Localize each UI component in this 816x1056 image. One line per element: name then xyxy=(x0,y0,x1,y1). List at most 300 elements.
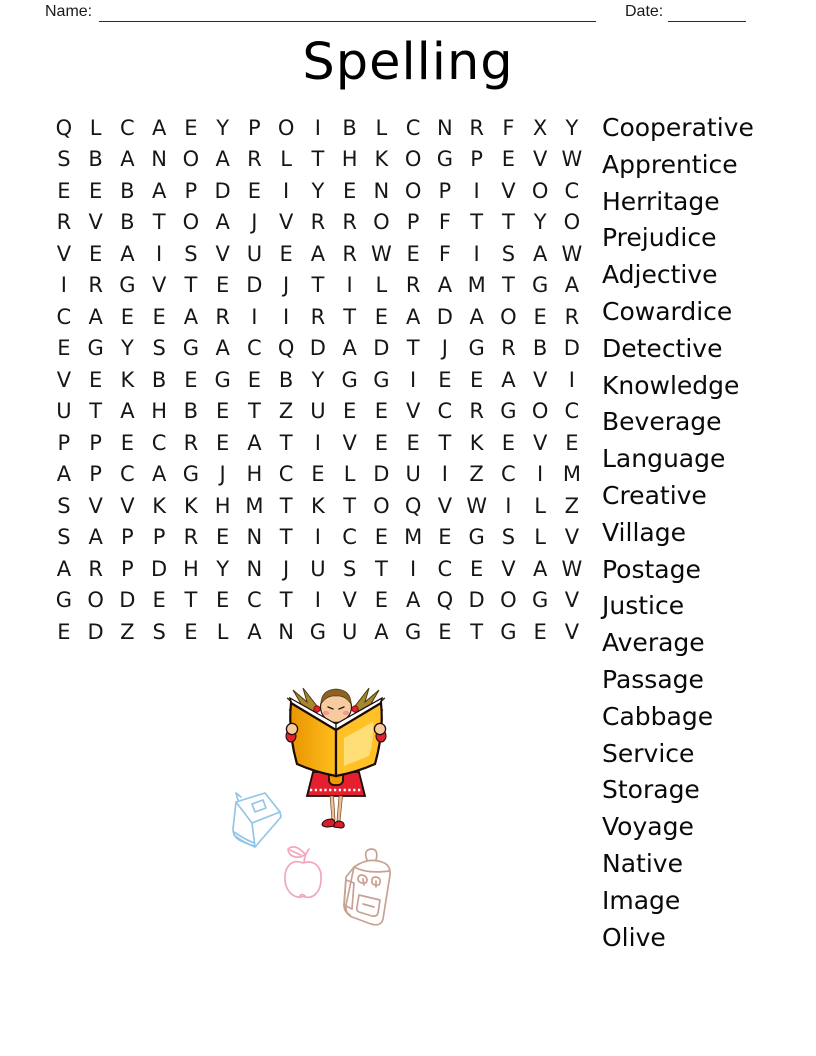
grid-letter: F xyxy=(438,210,451,235)
grid-letter: E xyxy=(152,588,166,613)
grid-letter: D xyxy=(119,588,136,613)
grid-letter: B xyxy=(88,147,103,172)
grid-letter: V xyxy=(437,493,453,518)
grid-letter: Q xyxy=(436,588,454,613)
grid-letter: U xyxy=(246,241,263,266)
grid-letter: L xyxy=(534,493,546,518)
grid-letter: Q xyxy=(277,336,295,361)
grid-letter: D xyxy=(563,336,580,361)
grid-letter: G xyxy=(182,462,200,487)
grid-letter: V xyxy=(342,430,357,455)
grid-letter: V xyxy=(342,588,357,613)
hand-right xyxy=(374,723,385,734)
grid-letter: K xyxy=(310,493,325,518)
grid-letter: E xyxy=(57,178,71,203)
grid-letter: A xyxy=(88,304,103,329)
grid-letter: T xyxy=(184,273,198,298)
grid-letter: Y xyxy=(216,556,230,581)
grid-letter: K xyxy=(183,493,198,518)
word-list-item: Passage xyxy=(602,664,704,694)
grid-letter: P xyxy=(89,430,102,455)
grid-letter: P xyxy=(438,178,452,203)
grid-letter: A xyxy=(501,367,516,392)
grid-letter: E xyxy=(342,399,357,424)
strap-buckle-right xyxy=(372,877,380,887)
grid-letter: V xyxy=(151,273,167,298)
grid-letter: T xyxy=(247,399,261,424)
grid-letter: A xyxy=(532,556,548,581)
grid-letter: V xyxy=(564,525,580,550)
grid-letter: N xyxy=(437,115,453,140)
grid-letter: Y xyxy=(311,367,325,392)
grid-letter: C xyxy=(120,115,135,140)
grid-letter: K xyxy=(469,430,484,455)
grid-letter: G xyxy=(55,588,73,613)
grid-letter: X xyxy=(532,115,548,140)
grid-letter: G xyxy=(182,336,200,361)
apple-sketch xyxy=(280,840,326,900)
grid-letter: R xyxy=(88,556,103,581)
grid-letter: L xyxy=(375,115,388,140)
grid-letter: O xyxy=(563,210,581,235)
grid-letter: C xyxy=(120,462,135,487)
grid-letter: G xyxy=(404,619,422,644)
grid-letter: A xyxy=(56,556,72,581)
word-list-item: Prejudice xyxy=(602,223,717,253)
word-list-item: Olive xyxy=(602,922,666,952)
word-list-item: Native xyxy=(602,848,683,878)
closed-book-sketch xyxy=(224,789,286,855)
grid-letter: U xyxy=(310,399,326,424)
grid-letter: E xyxy=(247,178,262,203)
grid-letter: A xyxy=(374,619,389,644)
word-list-item: Creative xyxy=(602,480,707,510)
grid-letter: E xyxy=(184,367,198,392)
grid-letter: O xyxy=(404,178,422,203)
grid-letter: G xyxy=(309,619,327,644)
grid-letter: S xyxy=(152,619,166,644)
grid-letter: B xyxy=(532,336,548,361)
grid-letter: A xyxy=(88,525,103,550)
strap-buckle-left xyxy=(358,875,367,885)
grid-letter: L xyxy=(280,147,292,172)
grid-letter: T xyxy=(374,556,388,581)
grid-letter: G xyxy=(436,147,454,172)
grid-letter: N xyxy=(246,556,263,581)
grid-letter: G xyxy=(373,367,390,392)
grid-letter: K xyxy=(120,367,135,392)
grid-letter: E xyxy=(57,619,71,644)
grid-letter: Q xyxy=(404,493,422,518)
grid-letter: J xyxy=(441,336,448,361)
grid-letter: H xyxy=(151,399,168,424)
grid-letter: S xyxy=(342,556,357,581)
word-list-item: Herritage xyxy=(602,186,720,216)
grid-letter: E xyxy=(311,462,325,487)
grid-letter: C xyxy=(405,115,421,140)
grid-letter: I xyxy=(410,556,417,581)
grid-letter: R xyxy=(342,210,357,235)
grid-letter: R xyxy=(501,336,516,361)
grid-letter: T xyxy=(279,588,293,613)
grid-letter: E xyxy=(184,115,198,140)
grid-letter: A xyxy=(564,273,580,298)
grid-letter: W xyxy=(561,556,583,581)
grid-letter: N xyxy=(151,147,167,172)
grid-letter: T xyxy=(311,147,325,172)
grid-letter: K xyxy=(152,493,167,518)
bookmark xyxy=(236,793,241,800)
word-list-item: Postage xyxy=(602,554,701,584)
hair-tie-left xyxy=(314,706,320,712)
word-list-item: Knowledge xyxy=(602,370,740,400)
grid-letter: E xyxy=(57,336,71,361)
word-list-item: Justice xyxy=(602,591,685,621)
grid-letter: I xyxy=(568,367,575,392)
apple-leaf xyxy=(288,847,305,857)
grid-letter: A xyxy=(120,399,135,424)
grid-letter: V xyxy=(120,493,135,518)
cheek-right xyxy=(343,711,349,715)
grid-letter: R xyxy=(342,241,357,266)
grid-letter: A xyxy=(120,147,135,172)
grid-letter: E xyxy=(215,273,230,298)
hand-left xyxy=(286,723,297,734)
grid-letter: D xyxy=(373,462,390,487)
grid-letter: E xyxy=(438,619,452,644)
word-list-item: Detective xyxy=(602,333,723,363)
grid-letter: C xyxy=(564,178,580,203)
word-list-item: Image xyxy=(602,885,681,915)
grid-letter: A xyxy=(247,430,262,455)
word-list-item: Language xyxy=(602,444,726,474)
grid-letter: F xyxy=(502,115,515,140)
grid-letter: T xyxy=(152,210,166,235)
grid-letter: H xyxy=(182,556,199,581)
grid-letter: R xyxy=(56,210,72,235)
grid-letter: I xyxy=(410,367,417,392)
grid-letter: J xyxy=(251,210,258,235)
grid-letter: N xyxy=(246,525,263,550)
grid-letter: L xyxy=(534,525,546,550)
grid-letter: R xyxy=(405,273,421,298)
grid-letter: O xyxy=(87,588,104,613)
word-list-item: Cabbage xyxy=(602,701,714,731)
grid-letter: B xyxy=(342,115,357,140)
grid-letter: R xyxy=(183,430,199,455)
grid-letter: O xyxy=(182,210,200,235)
grid-letter: A xyxy=(151,115,167,140)
grid-letter: D xyxy=(87,619,104,644)
grid-letter: G xyxy=(119,273,136,298)
grid-letter: D xyxy=(246,273,263,298)
grid-letter: E xyxy=(406,430,420,455)
word-list-item: Storage xyxy=(602,775,700,805)
grid-letter: Z xyxy=(469,462,484,487)
grid-letter: Y xyxy=(533,210,547,235)
grid-letter: A xyxy=(56,462,72,487)
grid-letter: E xyxy=(120,304,135,329)
grid-letter: Z xyxy=(278,399,294,424)
grid-letter: E xyxy=(533,304,547,329)
grid-letter: E xyxy=(247,367,262,392)
grid-letter: E xyxy=(374,588,389,613)
grid-letter: A xyxy=(247,619,262,644)
grid-letter: R xyxy=(310,304,326,329)
grid-letter: T xyxy=(89,399,103,424)
grid-letter: I xyxy=(156,241,163,266)
grid-letter: U xyxy=(341,619,358,644)
grid-letter: K xyxy=(374,147,389,172)
grid-letter: E xyxy=(533,619,547,644)
grid-letter: A xyxy=(151,462,167,487)
grid-letter: P xyxy=(184,178,198,203)
grid-letter: D xyxy=(373,336,390,361)
word-list-item: Average xyxy=(602,628,705,658)
grid-letter: C xyxy=(437,399,453,424)
grid-letter: V xyxy=(532,367,548,392)
grid-letter: T xyxy=(311,273,325,298)
backpack-sketch xyxy=(332,847,404,937)
grid-letter: E xyxy=(88,178,103,203)
grid-letter: R xyxy=(469,115,484,140)
grid-letter: E xyxy=(374,525,389,550)
grid-letter: V xyxy=(501,178,516,203)
grid-letter: T xyxy=(343,304,357,329)
grid-letter: A xyxy=(405,588,421,613)
grid-letter: T xyxy=(501,273,515,298)
grid-letter: E xyxy=(469,556,484,581)
grid-letter: Z xyxy=(564,493,580,518)
grid-letter: A xyxy=(183,304,199,329)
grid-letter: T xyxy=(343,493,357,518)
girl-reading-illustration xyxy=(283,680,389,830)
grid-letter: T xyxy=(501,210,515,235)
grid-letter: C xyxy=(56,304,72,329)
word-list-item: Apprentice xyxy=(602,149,738,179)
grid-letter: R xyxy=(215,304,230,329)
grid-letter: E xyxy=(374,430,389,455)
grid-letter: E xyxy=(406,241,420,266)
grid-letter: A xyxy=(215,147,230,172)
word-list-item: Cowardice xyxy=(602,296,733,326)
grid-letter: I xyxy=(314,430,321,455)
grid-letter: V xyxy=(56,367,72,392)
grid-letter: I xyxy=(473,178,480,203)
grid-letter: I xyxy=(314,588,321,613)
grid-letter: P xyxy=(406,210,420,235)
grid-letter: Q xyxy=(55,115,73,140)
grid-letter: V xyxy=(88,493,103,518)
grid-letter: P xyxy=(89,462,102,487)
grid-letter: O xyxy=(531,399,549,424)
grid-letter: C xyxy=(501,462,516,487)
grid-letter: B xyxy=(151,367,167,392)
grid-letter: L xyxy=(375,273,388,298)
grid-letter: C xyxy=(247,588,262,613)
grid-letter: R xyxy=(469,399,484,424)
grid-letter: H xyxy=(214,493,231,518)
grid-letter: T xyxy=(279,493,293,518)
grid-letter: E xyxy=(469,367,484,392)
grid-letter: R xyxy=(247,147,262,172)
grid-letter: T xyxy=(406,336,420,361)
word-list-item: Village xyxy=(602,517,686,547)
grid-letter: N xyxy=(278,619,294,644)
grid-letter: F xyxy=(438,241,451,266)
grid-letter: A xyxy=(342,336,357,361)
grid-letter: S xyxy=(501,525,516,550)
grid-letter: E xyxy=(88,367,103,392)
grid-letter: C xyxy=(564,399,580,424)
grid-letter: R xyxy=(88,273,103,298)
grid-letter: I xyxy=(314,115,321,140)
grid-letter: M xyxy=(467,273,486,298)
grid-letter: B xyxy=(120,178,135,203)
grid-letter: H xyxy=(341,147,358,172)
grid-letter: T xyxy=(279,430,293,455)
grid-letter: Y xyxy=(216,115,230,140)
grid-letter: G xyxy=(341,367,358,392)
grid-letter: N xyxy=(373,178,390,203)
grid-letter: D xyxy=(309,336,326,361)
grid-letter: A xyxy=(532,241,548,266)
grid-letter: V xyxy=(88,210,103,235)
grid-letter: O xyxy=(373,493,390,518)
grid-letter: B xyxy=(183,399,199,424)
grid-letter: T xyxy=(279,525,293,550)
grid-letter: A xyxy=(215,336,230,361)
grid-letter: T xyxy=(184,588,198,613)
grid-letter: V xyxy=(278,210,294,235)
grid-letter: L xyxy=(343,462,356,487)
hair-tie-right xyxy=(352,706,358,712)
grid-letter: M xyxy=(404,525,423,550)
grid-letter: E xyxy=(184,619,198,644)
grid-letter: S xyxy=(184,241,198,266)
grid-letter: E xyxy=(215,430,230,455)
shoe-left xyxy=(322,819,335,827)
grid-letter: Y xyxy=(311,178,325,203)
grid-letter: A xyxy=(437,273,453,298)
book-label xyxy=(252,800,266,812)
grid-letter: J xyxy=(219,462,226,487)
grid-letter: V xyxy=(405,399,421,424)
grid-letter: E xyxy=(438,367,452,392)
grid-letter: P xyxy=(121,525,134,550)
grid-letter: E xyxy=(279,241,293,266)
name-label: Name: xyxy=(45,3,93,20)
grid-letter: G xyxy=(531,273,549,298)
grid-letter: A xyxy=(310,241,326,266)
grid-letter: M xyxy=(245,493,264,518)
grid-letter: L xyxy=(89,115,102,140)
grid-letter: B xyxy=(278,367,294,392)
grid-letter: E xyxy=(374,304,389,329)
grid-letter: V xyxy=(215,241,230,266)
grid-letter: I xyxy=(251,304,258,329)
grid-letter: G xyxy=(214,367,231,392)
word-list-item: Voyage xyxy=(602,812,694,842)
grid-letter: T xyxy=(470,619,484,644)
grid-letter: T xyxy=(470,210,484,235)
grid-letter: E xyxy=(501,430,516,455)
grid-letter: D xyxy=(214,178,231,203)
word-list-item: Cooperative xyxy=(602,113,754,142)
grid-letter: I xyxy=(537,462,544,487)
word-list-item: Service xyxy=(602,738,695,768)
grid-letter: M xyxy=(562,462,581,487)
grid-letter: J xyxy=(283,273,290,298)
grid-letter: V xyxy=(532,430,548,455)
grid-letter: B xyxy=(120,210,135,235)
grid-letter: E xyxy=(501,147,516,172)
grid-letter: E xyxy=(120,430,135,455)
grid-letter: P xyxy=(121,556,134,581)
grid-letter: P xyxy=(57,430,71,455)
grid-letter: V xyxy=(56,241,72,266)
grid-letter: E xyxy=(88,241,103,266)
page-title: Spelling xyxy=(302,33,514,92)
grid-letter: A xyxy=(151,178,167,203)
grid-letter: E xyxy=(565,430,579,455)
grid-letter: G xyxy=(87,336,104,361)
grid-letter: C xyxy=(247,336,262,361)
grid-letter: E xyxy=(215,399,230,424)
grid-letter: S xyxy=(501,241,516,266)
grid-letter: U xyxy=(56,399,72,424)
word-search-grid xyxy=(48,112,588,648)
grid-letter: W xyxy=(370,241,392,266)
backpack-handle xyxy=(366,849,377,860)
grid-letter: A xyxy=(405,304,421,329)
grid-letter: C xyxy=(151,430,167,455)
grid-letter: C xyxy=(342,525,357,550)
grid-letter: J xyxy=(283,556,290,581)
grid-letter: I xyxy=(314,525,321,550)
grid-letter: G xyxy=(500,619,517,644)
grid-letter: C xyxy=(437,556,453,581)
grid-letter: S xyxy=(57,493,71,518)
grid-letter: U xyxy=(405,462,421,487)
grid-letter: I xyxy=(283,304,290,329)
grid-letter: R xyxy=(183,525,199,550)
grid-letter: A xyxy=(215,210,230,235)
grid-letter: D xyxy=(468,588,485,613)
grid-letter: L xyxy=(216,619,229,644)
grid-letter: C xyxy=(278,462,294,487)
grid-letter: W xyxy=(561,241,583,266)
legs xyxy=(322,796,344,828)
grid-letter: O xyxy=(277,115,295,140)
grid-letter: O xyxy=(500,588,517,613)
grid-letter: E xyxy=(215,588,230,613)
grid-letter: E xyxy=(438,525,452,550)
grid-letter: P xyxy=(470,147,483,172)
grid-letter: V xyxy=(501,556,516,581)
date-label: Date: xyxy=(625,3,664,20)
grid-letter: P xyxy=(152,525,166,550)
grid-letter: V xyxy=(532,147,548,172)
grid-letter: A xyxy=(120,241,135,266)
grid-letter: O xyxy=(404,147,422,172)
grid-letter: O xyxy=(500,304,517,329)
word-list-item: Adjective xyxy=(602,260,718,290)
grid-letter: O xyxy=(182,147,200,172)
date-fill-in-line xyxy=(668,21,746,22)
grid-letter: T xyxy=(438,430,452,455)
grid-letter: A xyxy=(469,304,484,329)
